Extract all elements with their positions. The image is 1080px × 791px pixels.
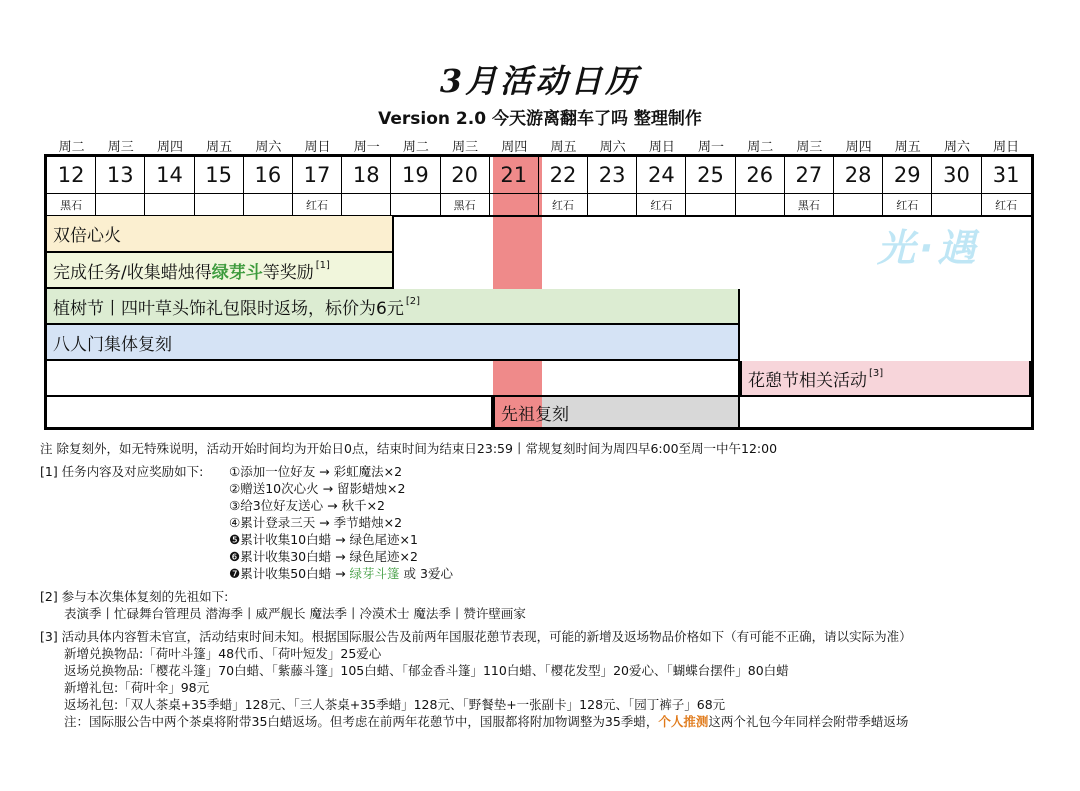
sky-logo-watermark: 光·遇 bbox=[877, 226, 980, 270]
cell-divider bbox=[441, 193, 489, 194]
cell-divider bbox=[686, 193, 734, 194]
cell-divider bbox=[145, 193, 193, 194]
weekday-label: 周三 bbox=[452, 140, 479, 155]
day-number: 12 bbox=[57, 163, 85, 187]
day-number: 20 bbox=[451, 163, 478, 187]
day-cell[interactable] bbox=[982, 157, 1031, 215]
weekday-label: 周六 bbox=[943, 140, 970, 155]
note-1-item: ❻累计收集30白蜡 → 绿色尾迹×2 bbox=[229, 549, 418, 564]
day-cell[interactable] bbox=[96, 157, 145, 215]
day-cell[interactable] bbox=[834, 157, 883, 215]
cell-divider bbox=[785, 193, 833, 194]
cell-divider bbox=[342, 193, 390, 194]
day-number: 13 bbox=[106, 163, 134, 187]
event-blank-row-2 bbox=[47, 397, 493, 427]
notes-section bbox=[40, 440, 1070, 730]
stone-label: 黑石 bbox=[797, 199, 820, 212]
weekday-label: 周一 bbox=[698, 140, 725, 155]
cell-divider bbox=[588, 193, 636, 194]
day-cell[interactable] bbox=[441, 157, 490, 215]
weekday-label: 周五 bbox=[550, 140, 577, 155]
general-note: 注 除复刻外，如无特殊说明，活动开始时间均为开始日0点，结束时间为结束日23:59丨常规复刻时间为周四早6:00至周一中午12:00 bbox=[40, 441, 778, 456]
day-cell[interactable] bbox=[391, 157, 440, 215]
day-cell[interactable] bbox=[932, 157, 981, 215]
page-subtitle: Version 2.0 今天游离翻车了吗 整理制作 bbox=[378, 109, 702, 129]
day-cell[interactable] bbox=[145, 157, 194, 215]
event-blank-row bbox=[47, 361, 740, 397]
page-title: 3月活动日历 bbox=[439, 62, 641, 100]
weekday-label: 周五 bbox=[206, 140, 233, 155]
day-number: 16 bbox=[254, 163, 282, 187]
day-number: 28 bbox=[844, 163, 872, 187]
weekday-label: 周四 bbox=[845, 140, 872, 155]
weekday-label: 周三 bbox=[107, 140, 134, 155]
day-number: 24 bbox=[647, 163, 675, 187]
event-spirit-rerun[interactable]: 先祖复刻 bbox=[493, 397, 740, 427]
footnote-ref: [3] bbox=[869, 367, 884, 379]
day-number: 15 bbox=[205, 163, 233, 187]
weekday-label: 周二 bbox=[747, 140, 774, 155]
event-task-rewards[interactable]: 完成任务/收集蜡烛得 绿芽斗 等奖励 [1] bbox=[47, 253, 394, 289]
stone-label: 黑石 bbox=[60, 199, 83, 212]
weekday-label: 周二 bbox=[402, 140, 429, 155]
note-3-line: 新增兑换物品:「荷叶斗篷」48代币、「荷叶短发」25爱心 bbox=[64, 646, 382, 661]
footnote-ref: [2] bbox=[405, 295, 420, 307]
day-number: 29 bbox=[893, 163, 921, 187]
footnote-ref: [1] bbox=[315, 259, 330, 271]
note-3-line: 返场兑换物品:「樱花斗篷」70白蜡、「紫藤斗篷」105白蜡、「郁金香斗篷」110白蜡、「樱花发型」20爱心、「蝴蝶台摆件」80白蜡 bbox=[64, 663, 789, 678]
day-cell[interactable] bbox=[490, 157, 539, 215]
stone-label: 红石 bbox=[995, 199, 1018, 212]
cell-divider bbox=[195, 193, 243, 194]
stone-label: 红石 bbox=[306, 199, 329, 212]
note-1-item: ①添加一位好友 → 彩虹魔法×2 bbox=[229, 464, 403, 479]
note-1-item: ❺累计收集10白蜡 → 绿色尾迹×1 bbox=[229, 532, 418, 547]
weekday-label: 周三 bbox=[796, 140, 823, 155]
note-2-heading: [2] 参与本次集体复刻的先祖如下: bbox=[40, 589, 229, 604]
day-cell[interactable] bbox=[293, 157, 342, 215]
stone-label: 红石 bbox=[551, 199, 574, 212]
note-3-footnote: 注：国际服公告中两个茶桌将附带35白蜡返场。但考虑在前两年花憩节中，国服都将附加物调整为35季蜡，个人推测这两个礼包今年同样会附带季蜡返场 bbox=[64, 714, 909, 729]
day-cell[interactable] bbox=[539, 157, 588, 215]
day-cell[interactable] bbox=[342, 157, 391, 215]
event-bloom-festival[interactable]: 花憩节相关活动 [3] bbox=[740, 361, 1031, 397]
note-3-line: 新增礼包:「荷叶伞」98元 bbox=[64, 680, 210, 695]
day-cell[interactable] bbox=[47, 157, 96, 215]
day-cell[interactable] bbox=[637, 157, 686, 215]
day-number: 18 bbox=[352, 163, 380, 187]
cell-divider bbox=[834, 193, 882, 194]
stone-label: 红石 bbox=[896, 199, 919, 212]
cell-divider bbox=[490, 193, 538, 194]
day-cell[interactable] bbox=[883, 157, 932, 215]
day-number: 31 bbox=[992, 163, 1020, 187]
day-row bbox=[47, 157, 1031, 215]
cell-divider bbox=[47, 193, 95, 194]
day-number: 14 bbox=[156, 163, 183, 187]
day-number: 30 bbox=[943, 163, 970, 187]
note-1-item: ④累计登录三天 → 季节蜡烛×2 bbox=[229, 515, 403, 530]
cell-divider bbox=[96, 193, 144, 194]
stone-label: 红石 bbox=[650, 199, 673, 212]
cell-divider bbox=[637, 193, 685, 194]
cell-divider bbox=[539, 193, 587, 194]
cell-divider bbox=[982, 193, 1031, 194]
day-cell[interactable] bbox=[588, 157, 637, 215]
cell-divider bbox=[932, 193, 980, 194]
cell-divider bbox=[883, 193, 931, 194]
calendar-grid bbox=[44, 154, 1034, 430]
weekday-label: 周二 bbox=[58, 140, 85, 155]
weekday-label: 周六 bbox=[255, 140, 282, 155]
note-1-item: ❼累计收集50白蜡 → 绿芽斗篷 或 3爱心 bbox=[229, 566, 453, 581]
day-number: 27 bbox=[795, 163, 823, 187]
day-number: 19 bbox=[402, 163, 429, 187]
cell-divider bbox=[391, 193, 439, 194]
note-2-body: 表演季丨忙碌舞台管理员 潜海季丨威严舰长 魔法季丨冷漠术士 魔法季丨赞许壁画家 bbox=[64, 606, 526, 621]
stone-label: 黑石 bbox=[453, 199, 476, 212]
note-1-item: ③给3位好友送心 → 秋千×2 bbox=[229, 498, 386, 513]
event-double-heart-fire[interactable]: 双倍心火 bbox=[47, 216, 394, 253]
cell-divider bbox=[736, 193, 784, 194]
weekday-label: 周一 bbox=[353, 140, 380, 155]
day-number: 22 bbox=[549, 163, 577, 187]
day-number: 17 bbox=[303, 163, 331, 187]
weekday-label: 周日 bbox=[993, 140, 1020, 155]
day-cell[interactable] bbox=[736, 157, 785, 215]
note-1-item: ②赠送10次心火 → 留影蜡烛×2 bbox=[229, 481, 406, 496]
day-number: 21 bbox=[500, 163, 528, 187]
weekday-header bbox=[47, 136, 1031, 155]
weekday-label: 周四 bbox=[501, 140, 528, 155]
weekday-label: 周五 bbox=[894, 140, 921, 155]
weekday-label: 周四 bbox=[156, 140, 183, 155]
day-number: 23 bbox=[598, 163, 626, 187]
note-3-line: 返场礼包:「双人茶桌+35季蜡」128元、「三人茶桌+35季蜡」128元、「野餐垫+一张副卡」128元、「园丁裤子」68元 bbox=[64, 697, 726, 712]
weekday-label: 周日 bbox=[304, 140, 331, 155]
day-number: 25 bbox=[697, 163, 724, 187]
weekday-label: 周日 bbox=[648, 140, 675, 155]
weekday-label: 周六 bbox=[599, 140, 626, 155]
day-cell[interactable] bbox=[244, 157, 293, 215]
event-group-rerun[interactable]: 八人门集体复刻 bbox=[47, 325, 740, 361]
event-arbor-day-pack[interactable]: 植树节丨四叶草头饰礼包限时返场，标价为6元 [2] bbox=[47, 289, 740, 325]
note-3-list bbox=[40, 645, 1070, 713]
day-number: 26 bbox=[746, 163, 774, 187]
cell-divider bbox=[244, 193, 292, 194]
day-cell[interactable] bbox=[195, 157, 244, 215]
note-1-heading: [1] 任务内容及对应奖励如下: bbox=[40, 464, 204, 479]
note-3-heading: [3] 活动具体内容暂未官宣，活动结束时间未知。根据国际服公告及前两年国服花憩节表现，可能的新增及返场物品价格如下（有可能不正确，请以实际为准） bbox=[40, 629, 912, 644]
day-cell[interactable] bbox=[686, 157, 735, 215]
day-cell[interactable] bbox=[785, 157, 834, 215]
cell-divider bbox=[293, 193, 341, 194]
